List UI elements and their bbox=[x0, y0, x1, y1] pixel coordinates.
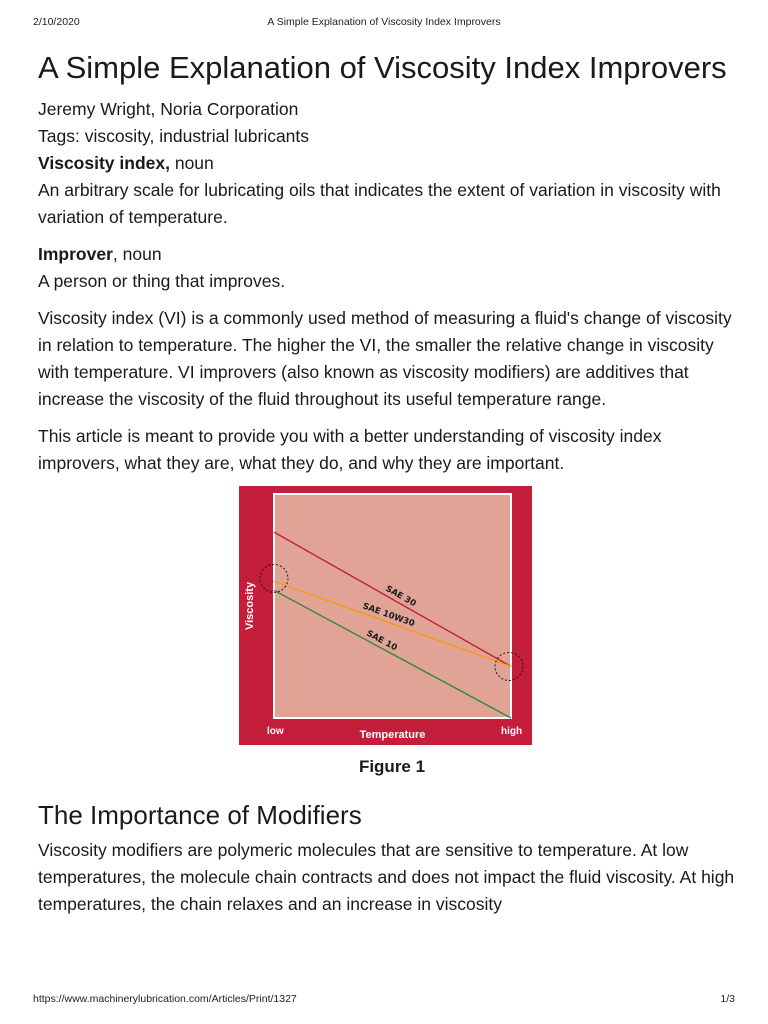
section-heading: The Importance of Modifiers bbox=[38, 800, 362, 830]
y-axis-label: Viscosity bbox=[244, 581, 256, 631]
figure bbox=[38, 486, 738, 777]
definition-text: A person or thing that improves. bbox=[38, 271, 286, 291]
article bbox=[38, 50, 738, 918]
tags: Tags: viscosity, industrial lubricants bbox=[38, 126, 310, 146]
viscosity-chart bbox=[239, 486, 532, 745]
print-doc-title: A Simple Explanation of Viscosity Index Improvers bbox=[267, 16, 501, 28]
figure-caption: Figure 1 bbox=[358, 757, 426, 776]
definition-text: An arbitrary scale for lubricating oils that indicates the extent of variation in viscosity with variation of temperature. bbox=[38, 180, 721, 227]
paragraph: Viscosity index (VI) is a commonly used method of measuring a fluid's change of viscosity in relation to temperature. The higher the VI, the smaller the relative change in viscosity with temperature. VI improvers (also known as viscosity modifiers) are additives that increase the viscosity of the fluid throughout its useful temperature range. bbox=[38, 308, 732, 409]
series-label: SAE 10W30 bbox=[361, 601, 416, 630]
definition-improver bbox=[38, 241, 738, 268]
print-header bbox=[33, 16, 735, 30]
definition-pos: , noun bbox=[112, 244, 162, 264]
x-tick-label: high bbox=[501, 726, 523, 737]
x-axis-label: Temperature bbox=[359, 729, 426, 741]
definition-term: Improver bbox=[38, 244, 113, 264]
series-label: SAE 30 bbox=[383, 584, 418, 610]
definition-pos: noun bbox=[169, 153, 214, 173]
print-footer bbox=[33, 993, 735, 1007]
x-tick-label: low bbox=[267, 726, 284, 737]
paragraph: Viscosity modifiers are polymeric molecules that are sensitive to temperature. At low temperatures, the molecule chain contracts and does not impact the fluid viscosity. At high temperatures, the chain relaxes and an increase in viscosity bbox=[38, 840, 735, 914]
plot-area bbox=[274, 494, 511, 718]
print-url: https://www.machinerylubrication.com/Articles/Print/1327 bbox=[33, 993, 297, 1005]
series-label: SAE 10 bbox=[364, 628, 399, 654]
print-date: 2/10/2020 bbox=[33, 16, 80, 28]
paragraph: This article is meant to provide you with a better understanding of viscosity index improvers, what they are, what they do, and why they are important. bbox=[38, 426, 662, 473]
page-number: 1/3 bbox=[720, 993, 735, 1005]
byline: Jeremy Wright, Noria Corporation bbox=[38, 99, 299, 119]
definition-viscosity-index bbox=[38, 150, 738, 177]
article-title: A Simple Explanation of Viscosity Index Improvers bbox=[38, 50, 727, 85]
definition-term: Viscosity index, bbox=[38, 153, 170, 173]
